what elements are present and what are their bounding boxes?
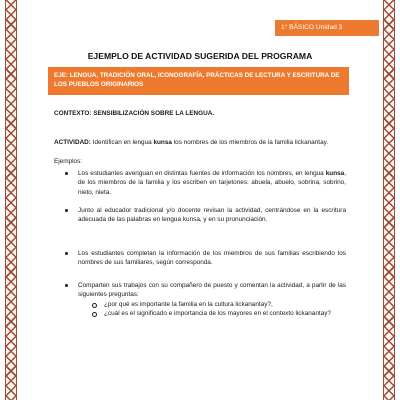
circle-bullet-icon [92, 312, 97, 317]
activity-label: ACTIVIDAD: [54, 139, 91, 146]
list-item [78, 249, 346, 268]
item-text: Los estudiantes completan la información de los miembros de sus familias escribiendo los nombres de sus familiares, según corresponda. [78, 250, 346, 267]
right-decorative-border [383, 0, 395, 400]
bullet-icon [65, 252, 68, 255]
item-text: Junto al educador tradicional y/o docente revisan la actividad, centrándose en la escritura adecuada de las palabras en lengua kunsa, y en su pronunciación. [78, 207, 346, 224]
circle-bullet-icon [92, 303, 97, 308]
bullet-icon [65, 172, 68, 175]
context-heading: CONTEXTO: SENSIBILIZACIÓN SOBRE LA LENGUA. [54, 110, 215, 117]
question-item [104, 300, 273, 309]
axis-banner: EJE: LENGUA, TRADICIÓN ORAL, ICONOGRAFÍA, PRÁCTICAS DE LECTURA Y ESCRITURA DE LOS PUEBLOS ORIGINARIOS [48, 67, 349, 95]
question-item [104, 309, 331, 318]
examples-label: Ejemplos: [54, 158, 83, 165]
item-text-after: , de los miembros de la familia y los escriben en tarjetones: abuela, abuelo, sobrina, sobrino, nieto, nieta. [78, 170, 346, 196]
item-text-before: Los estudiantes averiguan en distintas fuentes de información los nombres, en lengua [78, 170, 326, 177]
grade-unit-badge: 1° BÁSICO Unidad 3 [275, 20, 379, 36]
activity-statement [54, 139, 354, 146]
item-text: Comparten sus trabajos con su compañero de puesto y comentan la actividad, a partir de las siguientes preguntas: [78, 282, 346, 299]
activity-text-after: los nombres de los miembros de la familia lickanantay. [171, 139, 329, 146]
bullet-icon [65, 284, 68, 287]
list-item [78, 281, 346, 300]
activity-keyword: kunsa [153, 139, 172, 146]
item-keyword: kunsa [325, 170, 345, 177]
list-item [78, 169, 346, 197]
bullet-icon [65, 209, 68, 212]
question-text: ¿cuál es el significado e importancia de los mayores en el contexto lickanantay? [104, 310, 331, 317]
page-title: EJEMPLO DE ACTIVIDAD SUGERIDA DEL PROGRAMA [87, 51, 313, 61]
activity-text-before: Identifican en lengua [90, 139, 154, 146]
question-text: ¿por qué es importante la familia en la cultura lickanantay?, [104, 301, 273, 308]
left-decorative-border [5, 0, 17, 400]
list-item [78, 206, 346, 225]
